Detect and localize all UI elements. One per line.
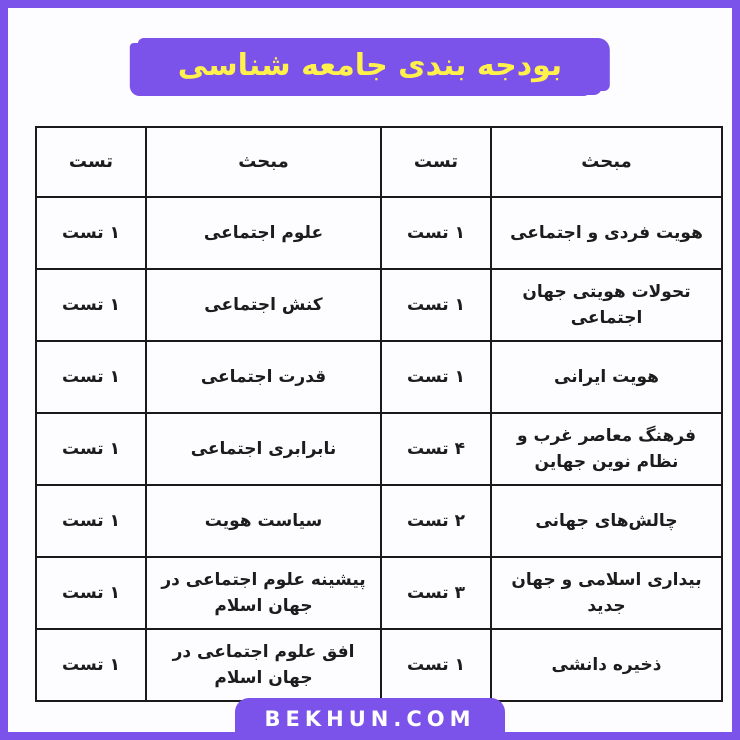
topic-cell: تحولات هویتی جهان اجتماعی (491, 269, 722, 341)
table-row (36, 413, 722, 485)
topic-cell: بیداری اسلامی و جهان جدید (491, 557, 722, 629)
test-count-cell: ۱ تست (36, 629, 146, 701)
page-title: بودجه بندی جامعه شناسی (177, 48, 563, 83)
topic-cell: چالش‌های جهانی (491, 485, 722, 557)
topic-cell: هویت فردی و اجتماعی (491, 197, 722, 269)
test-count-cell: ۱ تست (36, 485, 146, 557)
topic-cell: پیشینه علوم اجتماعی در جهان اسلام (146, 557, 381, 629)
header-topic-right: مبحث (491, 127, 722, 197)
header-topic-left: مبحث (146, 127, 381, 197)
topic-cell: سیاست هویت (146, 485, 381, 557)
test-count-cell: ۴ تست (381, 413, 491, 485)
test-count-cell: ۱ تست (36, 557, 146, 629)
table-row (36, 485, 722, 557)
card (8, 8, 732, 732)
table-row (36, 557, 722, 629)
test-count-cell: ۲ تست (381, 485, 491, 557)
budget-table (35, 126, 723, 702)
header-row (36, 127, 722, 197)
title-banner (138, 38, 602, 95)
test-count-cell: ۱ تست (36, 197, 146, 269)
topic-cell: هویت ایرانی (491, 341, 722, 413)
topic-cell: کنش اجتماعی (146, 269, 381, 341)
test-count-cell: ۱ تست (381, 269, 491, 341)
test-count-cell: ۱ تست (381, 197, 491, 269)
topic-cell: افق علوم اجتماعی در جهان اسلام (146, 629, 381, 701)
topic-cell: علوم اجتماعی (146, 197, 381, 269)
header-test-left: تست (36, 127, 146, 197)
test-count-cell: ۱ تست (381, 629, 491, 701)
table-row (36, 629, 722, 701)
topic-cell: قدرت اجتماعی (146, 341, 381, 413)
table-row (36, 197, 722, 269)
test-count-cell: ۱ تست (381, 341, 491, 413)
header-test-right: تست (381, 127, 491, 197)
topic-cell: نابرابری اجتماعی (146, 413, 381, 485)
test-count-cell: ۱ تست (36, 341, 146, 413)
footer-tab (235, 698, 505, 740)
test-count-cell: ۳ تست (381, 557, 491, 629)
topic-cell: فرهنگ معاصر غرب و نظام نوین جهاین (491, 413, 722, 485)
test-count-cell: ۱ تست (36, 269, 146, 341)
topic-cell: ذخیره دانشی (491, 629, 722, 701)
test-count-cell: ۱ تست (36, 413, 146, 485)
table-row (36, 341, 722, 413)
site-url[interactable]: BEKHUN.COM (264, 707, 476, 731)
table-row (36, 269, 722, 341)
